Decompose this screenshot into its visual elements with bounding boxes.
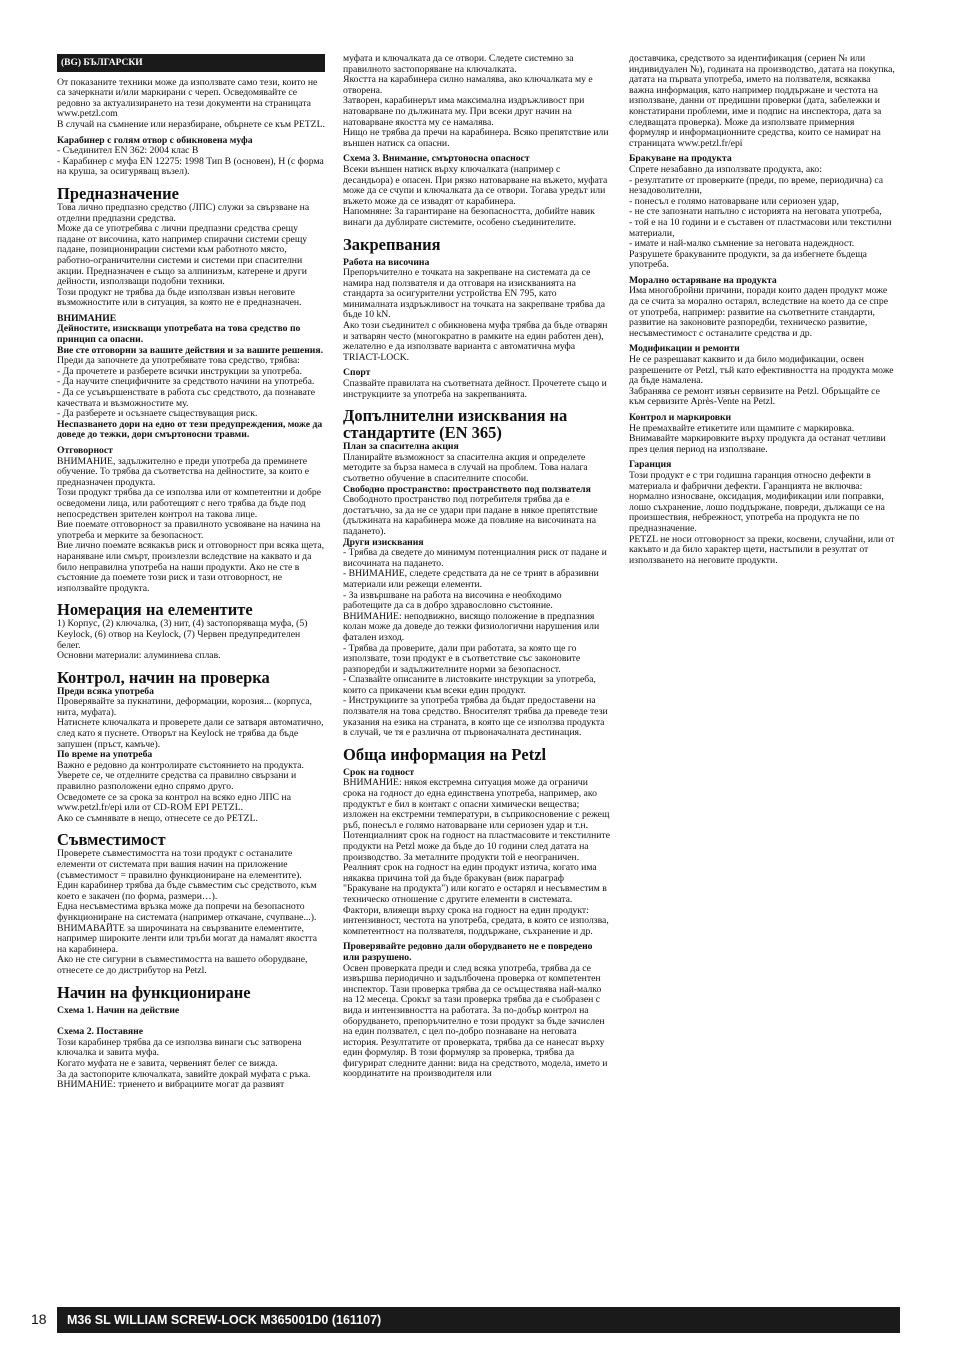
paragraph: Един карабинер трябва да бъде съвместим със средството, към което е закачен (по форма, размери…). <box>57 880 317 902</box>
paragraph: Спрете незабавно да използвате продукта, ако: <box>629 163 822 175</box>
paragraph: Якостта на карабинера силно намалява, ако ключалката му е отворена. <box>343 74 593 96</box>
paragraph: - резултатите от проверките (преди, по време, периодична) са незадоволителни, <box>629 174 884 197</box>
footer-title: M36 SL WILLIAM SCREW-LOCK M365001D0 (161107) <box>67 1313 382 1327</box>
paragraph: ВНИМАВАЙТЕ за широчината на свързваните елементите, например широките ленти или тръби могат да намалят якостта на карабинера. <box>57 922 318 955</box>
section-heading: Предназначение <box>57 183 179 203</box>
subheading: Схема 2. Поставяне <box>57 1026 144 1038</box>
subheading: Бракуване на продукта <box>629 153 732 165</box>
paragraph: Може да се употребява с лични предпазни средства срещу падане от височина, като например спирачни системи срещу падане, позиционирации системи към работното място, работно-ограничителни системи и системи при спасителни акции. Предназначен е също за алпинизъм, катерене и други дейности, използващи подобни техники. <box>57 223 308 288</box>
paragraph: - Инструкциите за употреба трябва да бъдат предоставени на ползвателя на това средство. Вносителят трябва да преведе тези указания на езика на страната, в която ще се използва продукта в случай, че тя е различна от първоначалната дестинация. <box>343 695 608 739</box>
subheading: Отговорност <box>57 445 113 456</box>
paragraph: - Карабинер с муфа EN 12275: 1998 Тип B (основен), H (с форма на крушa, за осигуряващ възел). <box>57 155 324 178</box>
section-heading: Допълнителни изисквания на стандартите (EN 365) <box>343 406 568 443</box>
paragraph: Нищо не трябва да пречи на карабинера. Всяко препятствие или външен натиск са опасни. <box>343 127 609 149</box>
paragraph: Има многобройни причини, поради които даден продукт може да се счита за морално остарял, вследствие на което да се спре от употреба, например: развитие на съответните стандарти, развитие на законовите разпоредби, техническо развитие, несъвместимост с останалите средства и др. <box>629 285 889 339</box>
section-heading: Контрол, начин на проверка <box>57 667 270 687</box>
subheading: Схема 3. Внимание, смъртоносна опасност <box>343 153 530 165</box>
subheading: Срок на годност <box>343 766 415 778</box>
paragraph: - той е на 10 години и е съставен от пластмасови или текстилни материали, <box>629 216 892 239</box>
bold-paragraph: План за спасителна акция <box>343 441 459 453</box>
section-heading: Закрепвания <box>343 234 441 254</box>
subheading: Морално остаряване на продукта <box>629 274 777 286</box>
paragraph: Осведомете се за срока за контрол на всяко едно ЛПС на www.petzl.fr/epi или от CD-ROM EPI PETZL. <box>57 791 292 814</box>
paragraph: ВНИМАНИЕ: триенето и вибрациите могат да развият <box>57 1079 285 1091</box>
paragraph: Вие поемате отговорност за правилното усвояване на начина на употреба и мерките за безопасност. <box>57 519 321 541</box>
paragraph: - ВНИМАНИЕ, следете средствата да не се трият в абразивни материали или режещи елементи. <box>343 568 599 590</box>
section-heading: Съвместимост <box>57 830 166 850</box>
paragraph: Това лично предпазно средство (ЛПС) служи за свързване на отделни предпазни средства. <box>57 201 310 224</box>
paragraph: Не премахвайте етикетите или щампите с маркировка. Внимавайте маркировките върху продукта да останат четливи през целия период на използване. <box>629 422 886 455</box>
paragraph: Ако не сте сигурни в съвместимостта на вашето оборудване, отнесете се до дистрибутор на Petzl. <box>57 954 308 976</box>
subheading: Проверявайте редовно дали оборудването не е повредено или разрушено. <box>343 941 593 963</box>
paragraph: За да застопорите ключалката, завийте докрай муфата с ръка. <box>57 1068 311 1080</box>
bold-paragraph: Други изисквания <box>343 536 424 548</box>
paragraph: - Спазвайте описаните в листовките инструкции за употреба, които са прикачени към всеки един продукт. <box>343 674 596 696</box>
paragraph: муфата и ключалката да се отвори. Следете системно за правилното застопоряване на ключалката. <box>343 53 574 75</box>
paragraph: - понесъл е голямо натоварване или сериозен удар, <box>629 195 839 207</box>
paragraph: В случай на съмнение или неразбиране, обърнете се към PETZL. <box>57 118 325 130</box>
section-heading: Обща информация на Petzl <box>343 744 547 764</box>
paragraph: Потенциалният срок на годност на пластмасовите и текстилните продукти на Petzl може да бъде до 10 години след датата на производство. За металните продукти той е неограничен. <box>343 830 611 863</box>
paragraph: Уверете се, че отделните средства са правилно свързани и правилно разположени едно спрямо друго. <box>57 770 297 793</box>
paragraph: Проверете съвместимостта на този продукт с останалите елементи от системата при вашия начин на приложение (съвместимост = правилно функциониране на елементите). <box>57 848 302 881</box>
paragraph: Ако този съединител с обикновена муфа трябва да бъде отварян и затварян често (многократно в рамките на един работен ден), желателно е да използвате варианта с автоматична муфа TRIACT-LOCK. <box>343 320 608 363</box>
paragraph: Препоръчително е точката на закрепване на системата да се намира над ползвателя и да отговаря на изискванията на стандарта за осигурителни устройства EN 795, като минималната издръжливост на точката на закрепване трябва да бъде 10 kN. <box>343 267 606 321</box>
subheading: Работа на височина <box>343 256 430 268</box>
paragraph: Освен проверката преди и след всяка употреба, трябва да се извършва периодично и задълбочена проверка от компетентен инспектор. Тази проверка трябва да се осъществява най-малко на 12 месеца. Срокът за тази проверка трябва да е съобразен с вида и интензивността на работата. За по-добър контрол на оборудването, препоръчително е този продукт за бъде зачислен на един ползвател, с цел по-добро познаване на неговата история. Резултатите от проверката, трябва да се нанесат върху един формуляр. В този формуляр за проверка, трябва да фигурират следните данни: вида на средството, модела, името и координатите на производителя или <box>343 962 608 1080</box>
bold-paragraph: Преди всяка употреба <box>57 685 154 697</box>
paragraph: Планирайте възможност за спасителна акция и определете методите за бърза намеса в случай на проблем. Това налага съответно обучение в спасителните способи. <box>343 451 588 484</box>
paragraph: Затворен, карабинерът има максимална издръжливост при натоварване по дължината му. При всеки друг начин на натоварване якостта му се намалява. <box>343 95 585 128</box>
paragraph: Проверявайте за пукнатини, деформации, корозия... (корпуса, нита, муфата). <box>57 696 312 718</box>
paragraph: 1) Корпус, (2) ключалка, (3) нит, (4) застопоряваща муфа, (5) Keylock, (6) отвор на Keylock, (7) Червен предупредителен белег. <box>57 618 308 651</box>
subheading: Модификации и ремонти <box>629 343 740 355</box>
paragraph: Не се разрешават каквито и да било модификации, освен разрешените от Petzl, тъй като ефективността на продукта може да бъде намалена. <box>629 354 894 387</box>
paragraph: Този продукт трябва да се използва или от компетентни и добре осведомени лица, или работещият с него трябва да бъде под непосредствен зрителен контрол на такова лице. <box>57 487 322 520</box>
paragraph: - Да се усъвършенствате в работа със средството, да познавате качествата и възможностите му. <box>57 387 316 409</box>
paragraph: Разрушете бракуваните продукти, за да избегнете бъдеща употреба. <box>629 248 867 271</box>
subheading: Гаранция <box>629 459 672 471</box>
paragraph: - имате и най-малко съмнение за неговата надеждност. <box>629 238 855 250</box>
subheading: Спорт <box>343 367 371 379</box>
paragraph: Забранява се ремонт извън сервизите на Petzl. Обръщайте се към сервизите Après-Vente на Petzl. <box>629 385 880 408</box>
paragraph: - За извършване на работа на височина е необходимо работещите да са в добро здравословно състояние. <box>343 589 562 612</box>
bold-paragraph: Свободно пространство: пространството под ползвателя <box>343 483 591 495</box>
column-2 <box>343 54 611 1080</box>
paragraph: Когато муфата не е завита, червеният белег се вижда. <box>57 1057 278 1069</box>
paragraph: ВНИМАНИЕ, задължително е преди употреба да преминете обучение. То трябва да съответства на дейностите, за които е предназначен продукта. <box>57 455 310 488</box>
bold-paragraph: Дейностите, изискващи употребата на това средство по принцип са опасни. <box>57 323 301 346</box>
paragraph: - Да научите специфичните за средството начини на употреба. <box>57 376 315 388</box>
bold-paragraph: По време на употреба <box>57 749 153 761</box>
paragraph: Този продукт е с три годишна гаранция относно дефекти в материала и фабрични дефекти. Гаранцията не включва: нормално износване, оксидация, модификации или поправки, лошо съхранение, лошо поддържане, повреди, дължащи се на произшествия, небрежност, употреба на продукта не по предназначение. <box>629 469 885 534</box>
paragraph: Една несъвместима връзка може да попречи на безопасното функциониране на системата (например откачане, счупване...). <box>57 901 317 923</box>
bold-paragraph: Неспазването дори на едно от тези предупреждения, може да доведе до тежки, дори смъртоносни травми. <box>57 418 323 441</box>
paragraph: Всеки външен натиск върху ключалката (например с десандьора) е опасен. При рязко натоварване на въжето, муфата може да се счупи и ключалката да се отвори. Тогава уредът или въжето може да се извадят от карабинера. <box>343 163 608 207</box>
subheading: Контрол и маркировки <box>629 412 732 423</box>
paragraph: Свободното пространство под потребителя трябва да е достатъчно, за да не се удари при падане в някое препятствие (дължината на карабинера може да повлияе на височината на падането). <box>343 494 598 537</box>
paragraph: Важно е редовно да контролирате състоянието на продукта. <box>57 759 304 771</box>
paragraph: - Трябва да проверите, дали при работата, за която ще го използвате, този продукт е в съответствие със законовите разпоредби и задължителните норми за безопасност. <box>343 642 581 675</box>
subheading: Схема 1. Начин на действие <box>57 1004 180 1016</box>
paragraph: Напомняне: За гарантиране на безопасността, добийте навик винаги да дублирате системите, особено съединителите. <box>343 206 595 228</box>
paragraph: - Съединител EN 362: 2004 клас B <box>57 145 199 157</box>
paragraph: ВНИМАНИЕ: някоя екстремна ситуация може да ограничи срока на годност до една единствена употреба, например, ако продуктът е бил в контакт с опасни химически вещества; изложен на екстремни температури, в съприкосновение с режещ ръб, понесъл е голямо натоварване или сериозен удар и т.н. <box>343 777 610 831</box>
bold-paragraph: Вие сте отговорни за вашите действия и за вашите решения. <box>57 344 324 356</box>
paragraph: Спазвайте правилата на съответната дейност. Прочетете също и инструкциите за употреба на закрепванията. <box>343 378 607 400</box>
paragraph: доставчика, средството за идентификация (сериен № или индивидуален №), годината на производство, датата на покупка, датата на първата употреба, името на ползвателя, всякаква важна информация, като например поддържане и честота на използване, данни от предишни проверки (дата, забележки и констатирани проблеми, име и подпис на инспектора, дата за следващата проверка). Може да използвате примерния формуляр и информационните средства, които се намират на страницата www.petzl.fr/epi <box>629 53 895 149</box>
section-heading: Начин на функциониране <box>57 982 251 1002</box>
paragraph: PETZL не носи отговорност за преки, косвени, случайни, или от какъвто и да било характер щети, настъпили в резултат от използването на неговите продукти. <box>629 533 895 566</box>
paragraph: ВНИМАНИЕ: неподвижно, висящо положение в предпазния колан може да доведе до тежки физиологични нарушения или фатален изход. <box>343 610 600 643</box>
paragraph: Този карабинер трябва да се използва винаги със затворена ключалка и завита муфа. <box>57 1036 302 1059</box>
paragraph: Този продукт не трябва да бъде използван извън неговите възможностите или в ситуация, за която не е предназначен. <box>57 286 302 309</box>
column-3 <box>629 54 897 566</box>
subheading: Карабинер с голям отвор с обикновена муфа <box>57 134 253 146</box>
paragraph: От показаните техники може да използвате само тези, които не са зачеркнати и/или маркирани с череп. Осведомявайте се редовно за актуализирането на тези документи на страницата www.petzl.com <box>57 76 318 120</box>
paragraph: Основни материали: алуминиева сплав. <box>57 650 221 662</box>
subheading: ВНИМАНИЕ <box>57 312 117 324</box>
paragraph: - не сте запознати напълно с историята на неговата употреба, <box>629 206 882 218</box>
paragraph: Ако се съмнявате в нещо, отнесете се до PETZL. <box>57 812 258 824</box>
paragraph: Реалният срок на годност на един продукт изтича, когато има някаква причина той да бъде бракуван (виж параграф "Бракуване на продукта") или когато е остарял и несъвместим в техническо отношение с другите елементи в системата. <box>343 862 607 905</box>
paragraph: Фактори, влияещи върху срока на годност на един продукт: интензивност, честота на употреба, средата, в която се използва, компетентност на ползвателя, поддържане, съхранение и др. <box>343 904 609 937</box>
language-tag: (BG) БЪЛГАРСКИ <box>57 54 325 72</box>
paragraph: - Трябва да сведете до минимум потенциалния риск от падане и височината на падането. <box>343 547 607 569</box>
paragraph: Преди да започнете да употребявате това средство, трябва: <box>57 355 300 367</box>
paragraph: - Да разберете и осъзнаете съществуващия риск. <box>57 408 258 420</box>
column-1 <box>57 54 325 1091</box>
section-heading: Номерация на елементите <box>57 600 253 620</box>
paragraph: Натиснете ключалката и проверете дали се затваря автоматично, след като я пуснете. Отворът на Keylock не трябва да бъде запушен (пръст, камъче). <box>57 717 324 750</box>
spacer <box>57 1016 325 1022</box>
paragraph: Вие лично поемате всякакъв риск и отговорност при всяка щета, нараняване или смърт, произлезли вследствие на каквато и да било неправилна употреба на наши продукти. Ако не сте в състояние да поемете този риск и тази отговорност, не използвайте продукта. <box>57 540 325 594</box>
paragraph: - Да прочетете и разберете всички инструкции за употреба. <box>57 365 302 377</box>
page-number: 18 <box>31 1311 47 1327</box>
footer-title-bar <box>57 1307 900 1333</box>
